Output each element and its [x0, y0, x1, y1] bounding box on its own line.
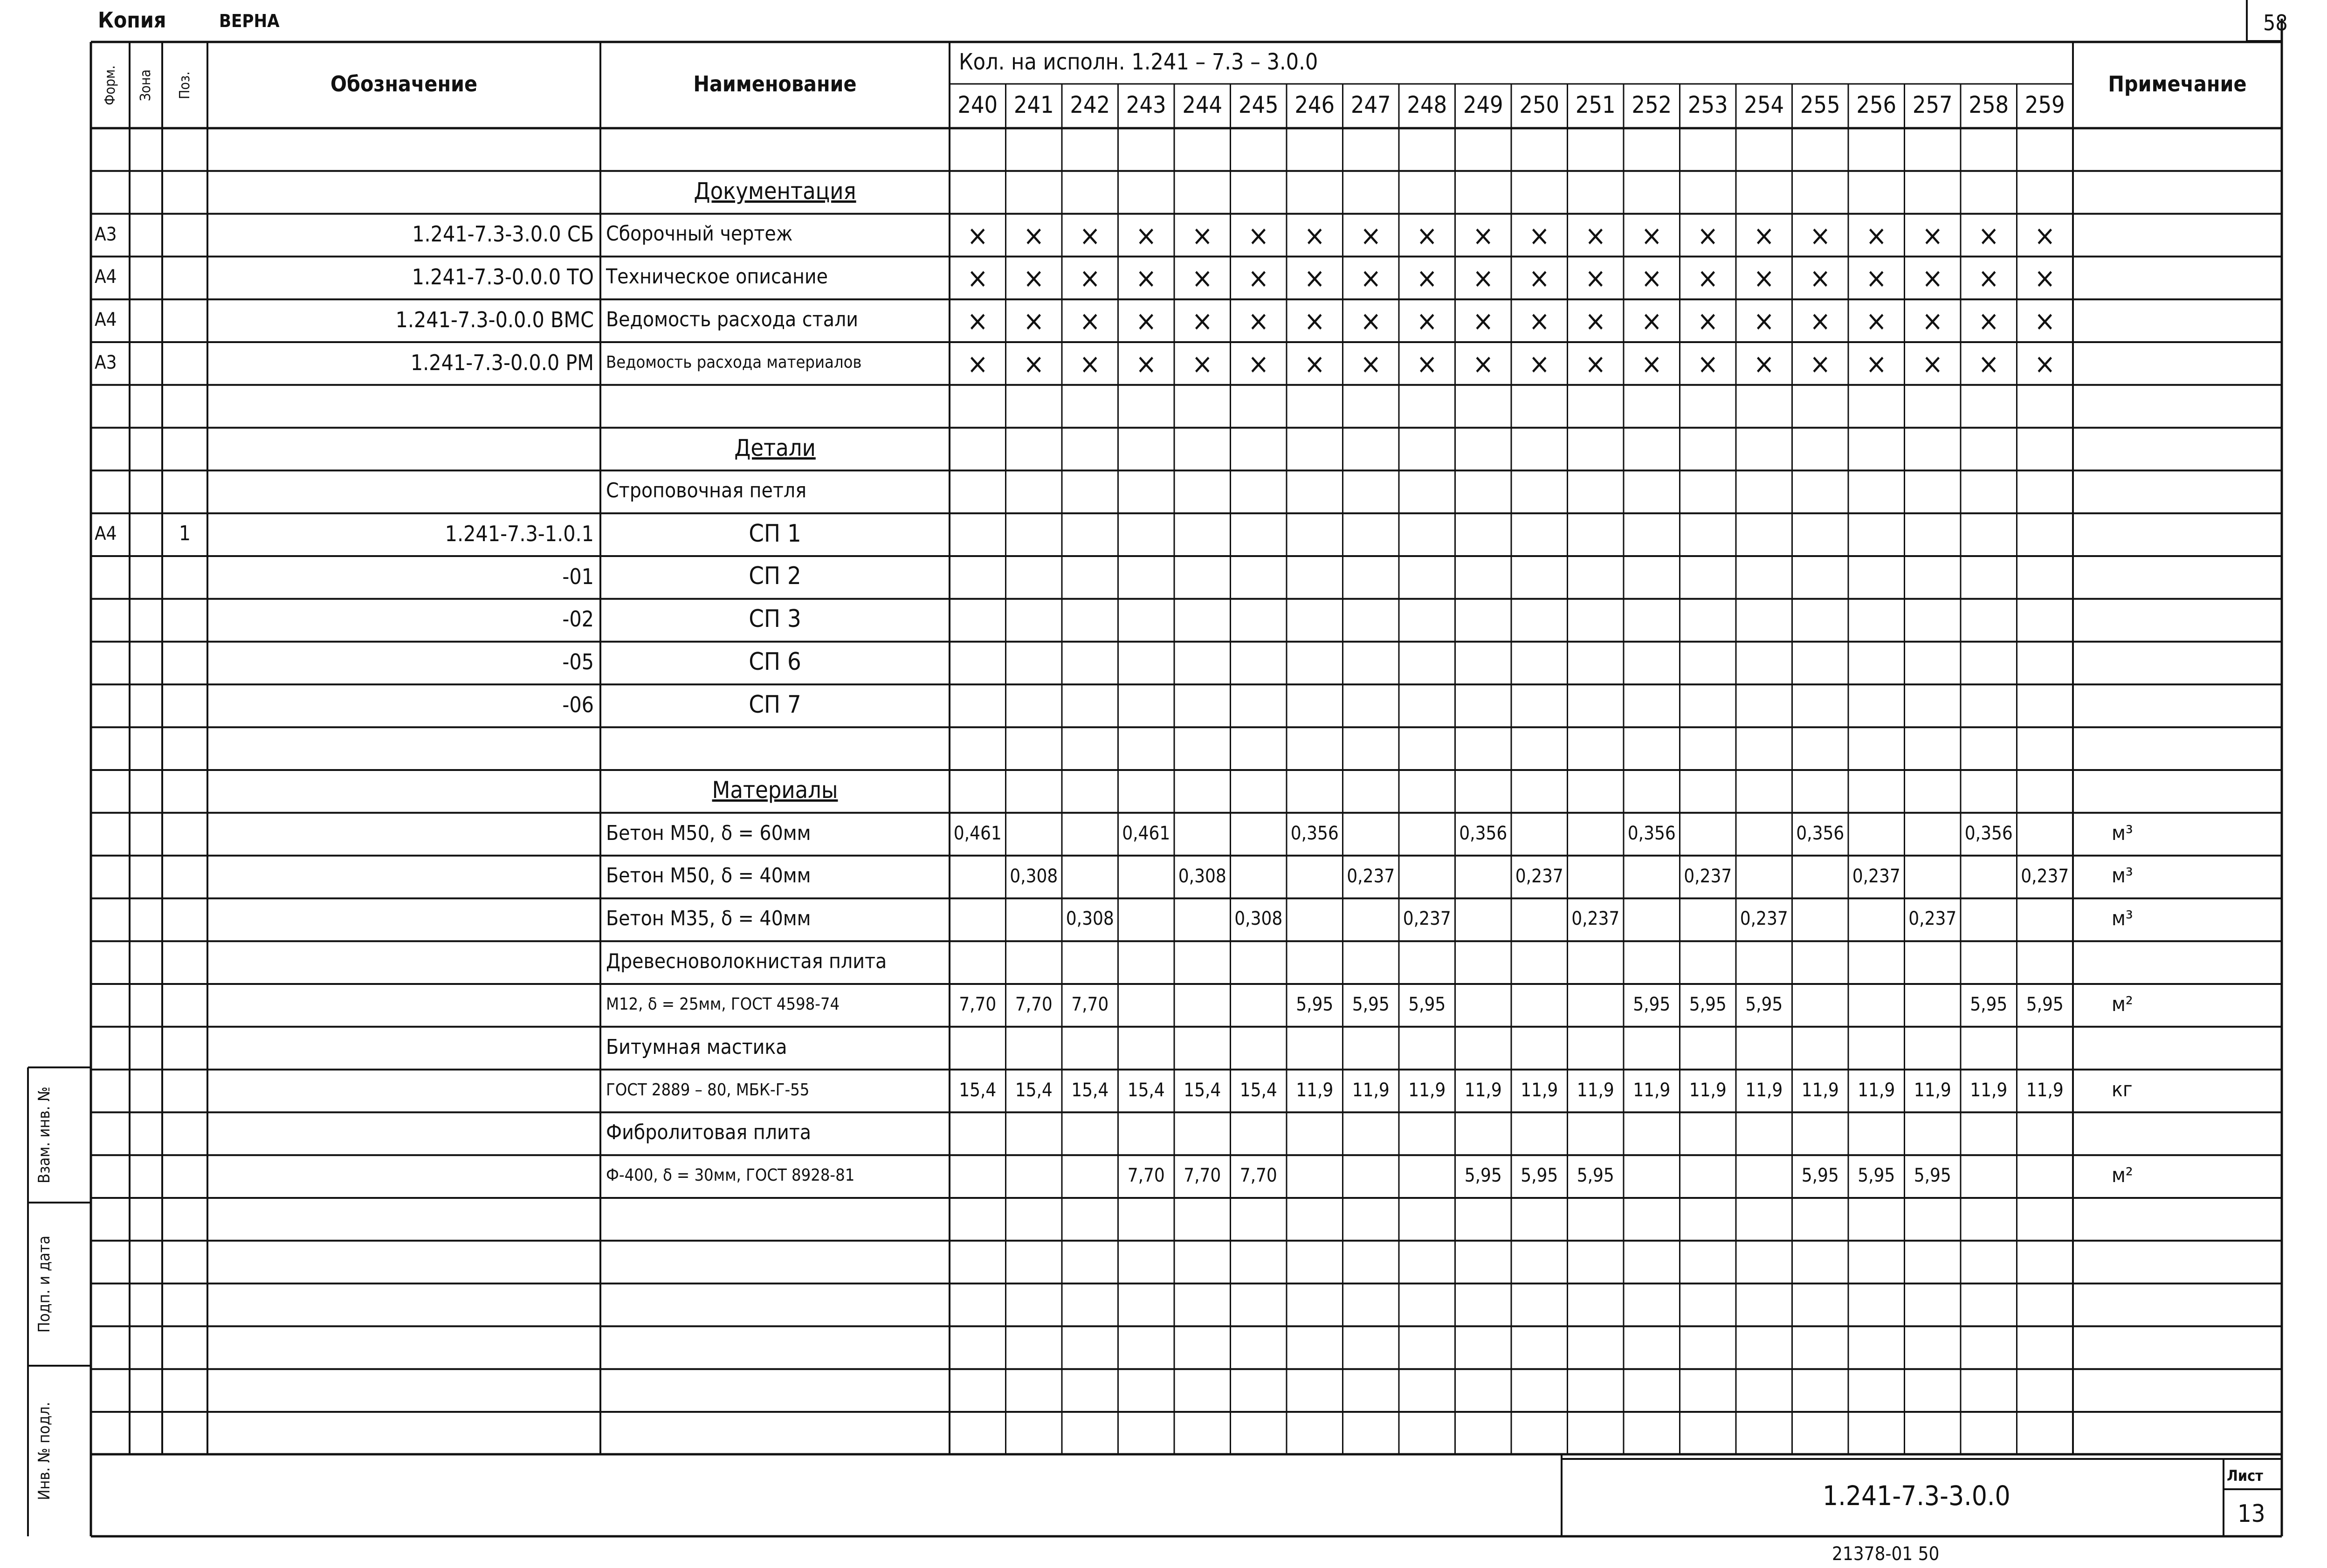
quantity-value: 15,4 [1071, 1079, 1109, 1101]
quantity-value: 0,461 [1122, 822, 1170, 844]
side-label-sign: Подп. и дата [35, 1235, 54, 1333]
cross-mark: × [1023, 262, 1045, 295]
quantity-value: 5,95 [1745, 993, 1783, 1015]
quantity-value: 15,4 [1184, 1079, 1221, 1101]
row-note-unit: кг [2112, 1078, 2133, 1102]
cross-mark: × [1248, 219, 1269, 252]
quantity-value: 7,70 [1127, 1165, 1165, 1187]
cross-mark: × [1585, 262, 1606, 295]
quantity-value: 0,237 [1347, 865, 1395, 887]
row-designation: 1.241-7.3-1.0.1 [445, 521, 594, 546]
cross-mark: × [1304, 262, 1325, 295]
variant-header: 257 [1912, 91, 1953, 118]
archive-stamp: 21378-01 50 [1832, 1543, 1940, 1565]
cross-mark: × [1753, 219, 1775, 252]
cross-mark: × [967, 305, 988, 338]
variant-header: 258 [1969, 91, 2009, 118]
quantity-value: 0,237 [1684, 865, 1732, 887]
variant-header: 253 [1687, 91, 1728, 118]
cross-mark: × [1191, 305, 1213, 338]
cross-mark: × [1360, 347, 1382, 380]
row-format: А3 [95, 223, 117, 245]
cross-mark: × [1697, 347, 1719, 380]
header-note: Примечание [2108, 71, 2247, 97]
cross-mark: × [1304, 219, 1325, 252]
cross-mark: × [967, 219, 988, 252]
variant-header: 254 [1744, 91, 1784, 118]
cross-mark: × [1922, 305, 1943, 338]
quantity-value: 0,237 [2021, 865, 2069, 887]
row-name: Сборочный чертеж [606, 222, 793, 246]
cross-mark: × [1528, 347, 1550, 380]
quantity-value: 11,9 [2026, 1079, 2064, 1101]
cross-mark: × [2034, 262, 2056, 295]
cross-mark: × [1585, 347, 1606, 380]
cross-mark: × [1248, 262, 1269, 295]
row-name: Детали [734, 434, 816, 461]
header-quantity-title: Кол. на исполн. 1.241 – 7.3 – 3.0.0 [959, 48, 1318, 75]
quantity-value: 5,95 [1464, 1165, 1502, 1187]
cross-mark: × [1922, 219, 1943, 252]
quantity-value: 15,4 [1127, 1079, 1165, 1101]
quantity-value: 0,237 [1403, 908, 1451, 930]
quantity-value: 0,356 [1459, 822, 1508, 844]
quantity-value: 11,9 [1801, 1079, 1839, 1101]
cross-mark: × [1191, 347, 1213, 380]
cross-mark: × [1248, 305, 1269, 338]
row-note-unit: м³ [2112, 907, 2133, 931]
cross-mark: × [1585, 305, 1606, 338]
cross-mark: × [2034, 219, 2056, 252]
row-name: Ф-400, δ = 30мм, ГОСТ 8928-81 [606, 1166, 855, 1185]
row-designation: -01 [562, 564, 594, 589]
row-position: 1 [179, 521, 191, 545]
quantity-value: 11,9 [1577, 1079, 1614, 1101]
row-designation: 1.241-7.3-0.0.0 РМ [410, 350, 594, 375]
cross-mark: × [1473, 219, 1494, 252]
quantity-value: 15,4 [1239, 1079, 1277, 1101]
cross-mark: × [1473, 305, 1494, 338]
row-note-unit: м² [2112, 992, 2133, 1016]
quantity-value: 7,70 [1071, 993, 1109, 1015]
quantity-value: 5,95 [1633, 993, 1671, 1015]
cross-mark: × [1360, 305, 1382, 338]
cross-mark: × [1023, 347, 1045, 380]
cross-mark: × [1528, 219, 1550, 252]
cross-mark: × [1023, 305, 1045, 338]
quantity-value: 5,95 [1352, 993, 1390, 1015]
row-name: Бетон М50, δ = 60мм [606, 821, 811, 845]
quantity-value: 11,9 [1633, 1079, 1671, 1101]
cross-mark: × [1528, 262, 1550, 295]
cross-mark: × [1810, 305, 1831, 338]
quantity-value: 0,356 [1964, 822, 2013, 844]
variant-header: 240 [957, 91, 998, 118]
cross-mark: × [1641, 262, 1662, 295]
sheet-number: 13 [2238, 1500, 2265, 1528]
row-name: Древесноволокнистая плита [606, 949, 887, 973]
cross-mark: × [1978, 219, 1999, 252]
cross-mark: × [1304, 305, 1325, 338]
quantity-value: 0,461 [953, 822, 1002, 844]
cross-mark: × [1978, 305, 1999, 338]
quantity-value: 0,356 [1290, 822, 1339, 844]
quantity-value: 7,70 [1239, 1165, 1277, 1187]
quantity-value: 0,308 [1010, 865, 1058, 887]
quantity-value: 0,237 [1908, 908, 1957, 930]
variant-header: 255 [1800, 91, 1840, 118]
quantity-value: 11,9 [1914, 1079, 1951, 1101]
cross-mark: × [1360, 262, 1382, 295]
page-number: 58 [2263, 10, 2288, 35]
row-name: Бетон М35, δ = 40мм [606, 907, 811, 931]
header-name: Наименование [693, 71, 857, 97]
row-format: А3 [95, 351, 117, 373]
cross-mark: × [1191, 219, 1213, 252]
variant-header: 248 [1407, 91, 1447, 118]
quantity-value: 0,308 [1066, 908, 1114, 930]
row-name: М12, δ = 25мм, ГОСТ 4598-74 [606, 995, 840, 1014]
quantity-value: 7,70 [1184, 1165, 1221, 1187]
variant-header: 247 [1350, 91, 1391, 118]
variant-header: 250 [1519, 91, 1560, 118]
cross-mark: × [1978, 262, 1999, 295]
row-name: СП 7 [749, 690, 801, 719]
quantity-value: 5,95 [1970, 993, 2008, 1015]
quantity-value: 5,95 [1689, 993, 1727, 1015]
quantity-value: 0,356 [1627, 822, 1676, 844]
cross-mark: × [1641, 219, 1662, 252]
row-designation: -05 [562, 649, 594, 675]
cross-mark: × [1922, 347, 1943, 380]
cross-mark: × [1473, 262, 1494, 295]
side-label-replace: Взам. инв. № [35, 1087, 54, 1183]
cross-mark: × [1416, 262, 1438, 295]
quantity-value: 5,95 [1408, 993, 1446, 1015]
row-name: Ведомость расхода материалов [606, 353, 862, 372]
quantity-value: 5,95 [1296, 993, 1334, 1015]
row-designation: 1.241-7.3-3.0.0 СБ [412, 221, 594, 247]
quantity-value: 15,4 [1015, 1079, 1053, 1101]
cross-mark: × [1416, 347, 1438, 380]
row-format: А4 [95, 266, 117, 288]
cross-mark: × [1136, 305, 1157, 338]
quantity-value: 0,356 [1796, 822, 1845, 844]
variant-header: 245 [1238, 91, 1279, 118]
quantity-value: 11,9 [1521, 1079, 1558, 1101]
quantity-value: 0,237 [1515, 865, 1563, 887]
header-position: Поз. [176, 71, 193, 99]
quantity-value: 5,95 [2026, 993, 2064, 1015]
cross-mark: × [1079, 347, 1101, 380]
quantity-value: 0,237 [1571, 908, 1620, 930]
cross-mark: × [1866, 262, 1887, 295]
row-note-unit: м² [2112, 1163, 2133, 1187]
quantity-value: 15,4 [959, 1079, 997, 1101]
quantity-value: 0,237 [1852, 865, 1900, 887]
cross-mark: × [1810, 219, 1831, 252]
cross-mark: × [1079, 305, 1101, 338]
quantity-value: 5,95 [1577, 1165, 1614, 1187]
quantity-value: 11,9 [1745, 1079, 1783, 1101]
cross-mark: × [1810, 262, 1831, 295]
header-zone: Зона [138, 69, 154, 101]
row-name: Материалы [712, 777, 838, 804]
row-format: А4 [95, 523, 117, 545]
quantity-value: 11,9 [1296, 1079, 1334, 1101]
row-name: Техническое описание [606, 265, 828, 289]
cross-mark: × [2034, 347, 2056, 380]
cross-mark: × [1079, 219, 1101, 252]
quantity-value: 11,9 [1352, 1079, 1390, 1101]
cross-mark: × [1866, 305, 1887, 338]
cross-mark: × [1248, 347, 1269, 380]
cross-mark: × [1416, 219, 1438, 252]
header-designation: Обозначение [330, 71, 478, 97]
row-name: Бетон М50, δ = 40мм [606, 864, 811, 888]
row-name: Документация [694, 178, 856, 205]
sheet-label: Лист [2227, 1467, 2263, 1485]
variant-header: 259 [2024, 91, 2065, 118]
quantity-value: 7,70 [959, 993, 997, 1015]
row-designation: 1.241-7.3-0.0.0 ТО [412, 264, 594, 289]
cross-mark: × [1978, 347, 1999, 380]
cross-mark: × [967, 347, 988, 380]
quantity-value: 11,9 [1858, 1079, 1895, 1101]
cross-mark: × [1191, 262, 1213, 295]
row-name: СП 2 [749, 562, 801, 591]
cross-mark: × [967, 262, 988, 295]
quantity-value: 5,95 [1914, 1165, 1951, 1187]
cross-mark: × [1697, 262, 1719, 295]
cross-mark: × [1810, 347, 1831, 380]
quantity-value: 11,9 [1464, 1079, 1502, 1101]
row-note-unit: м³ [2112, 864, 2133, 888]
row-name: Строповочная петля [606, 479, 807, 503]
side-label-inv: Инв. № подл. [35, 1402, 54, 1500]
row-name: ГОСТ 2889 – 80, МБК-Г-55 [606, 1080, 810, 1100]
cross-mark: × [1753, 347, 1775, 380]
row-name: Битумная мастика [606, 1035, 787, 1059]
cross-mark: × [1753, 305, 1775, 338]
cross-mark: × [1473, 347, 1494, 380]
row-name: СП 3 [749, 605, 801, 633]
quantity-value: 11,9 [1970, 1079, 2008, 1101]
row-name: Фибролитовая плита [606, 1121, 812, 1145]
quantity-value: 5,95 [1801, 1165, 1839, 1187]
quantity-value: 0,308 [1234, 908, 1283, 930]
cross-mark: × [1528, 305, 1550, 338]
quantity-value: 5,95 [1521, 1165, 1558, 1187]
row-designation: -02 [562, 606, 594, 632]
variant-header: 241 [1013, 91, 1054, 118]
row-designation: -06 [562, 692, 594, 717]
cross-mark: × [1136, 347, 1157, 380]
cross-mark: × [1360, 219, 1382, 252]
variant-header: 252 [1632, 91, 1672, 118]
variant-header: 251 [1575, 91, 1616, 118]
certified-label: ВЕРНА [219, 11, 280, 31]
variant-header: 242 [1070, 91, 1110, 118]
cross-mark: × [1023, 219, 1045, 252]
cross-mark: × [1641, 305, 1662, 338]
cross-mark: × [1922, 262, 1943, 295]
quantity-value: 11,9 [1408, 1079, 1446, 1101]
header-format: Форм. [102, 65, 118, 105]
title-block-designation: 1.241-7.3-3.0.0 [1823, 1480, 2010, 1512]
quantity-value: 7,70 [1015, 993, 1053, 1015]
cross-mark: × [1697, 219, 1719, 252]
variant-header: 243 [1126, 91, 1166, 118]
copy-label: Копия [98, 7, 166, 33]
cross-mark: × [1641, 347, 1662, 380]
row-designation: 1.241-7.3-0.0.0 ВМС [395, 307, 594, 332]
variant-header: 244 [1182, 91, 1223, 118]
row-name: СП 6 [749, 647, 801, 676]
row-note-unit: м³ [2112, 821, 2133, 845]
row-name: СП 1 [749, 519, 801, 548]
cross-mark: × [2034, 305, 2056, 338]
quantity-value: 5,95 [1858, 1165, 1895, 1187]
quantity-value: 0,308 [1178, 865, 1226, 887]
quantity-value: 0,237 [1740, 908, 1788, 930]
cross-mark: × [1697, 305, 1719, 338]
cross-mark: × [1866, 219, 1887, 252]
cross-mark: × [1136, 219, 1157, 252]
cross-mark: × [1416, 305, 1438, 338]
variant-header: 246 [1294, 91, 1335, 118]
cross-mark: × [1079, 262, 1101, 295]
cross-mark: × [1585, 219, 1606, 252]
row-name: Ведомость расхода стали [606, 307, 858, 331]
cross-mark: × [1304, 347, 1325, 380]
row-format: А4 [95, 309, 117, 331]
cross-mark: × [1136, 262, 1157, 295]
quantity-value: 11,9 [1689, 1079, 1727, 1101]
cross-mark: × [1866, 347, 1887, 380]
variant-header: 249 [1463, 91, 1503, 118]
cross-mark: × [1753, 262, 1775, 295]
variant-header: 256 [1856, 91, 1897, 118]
